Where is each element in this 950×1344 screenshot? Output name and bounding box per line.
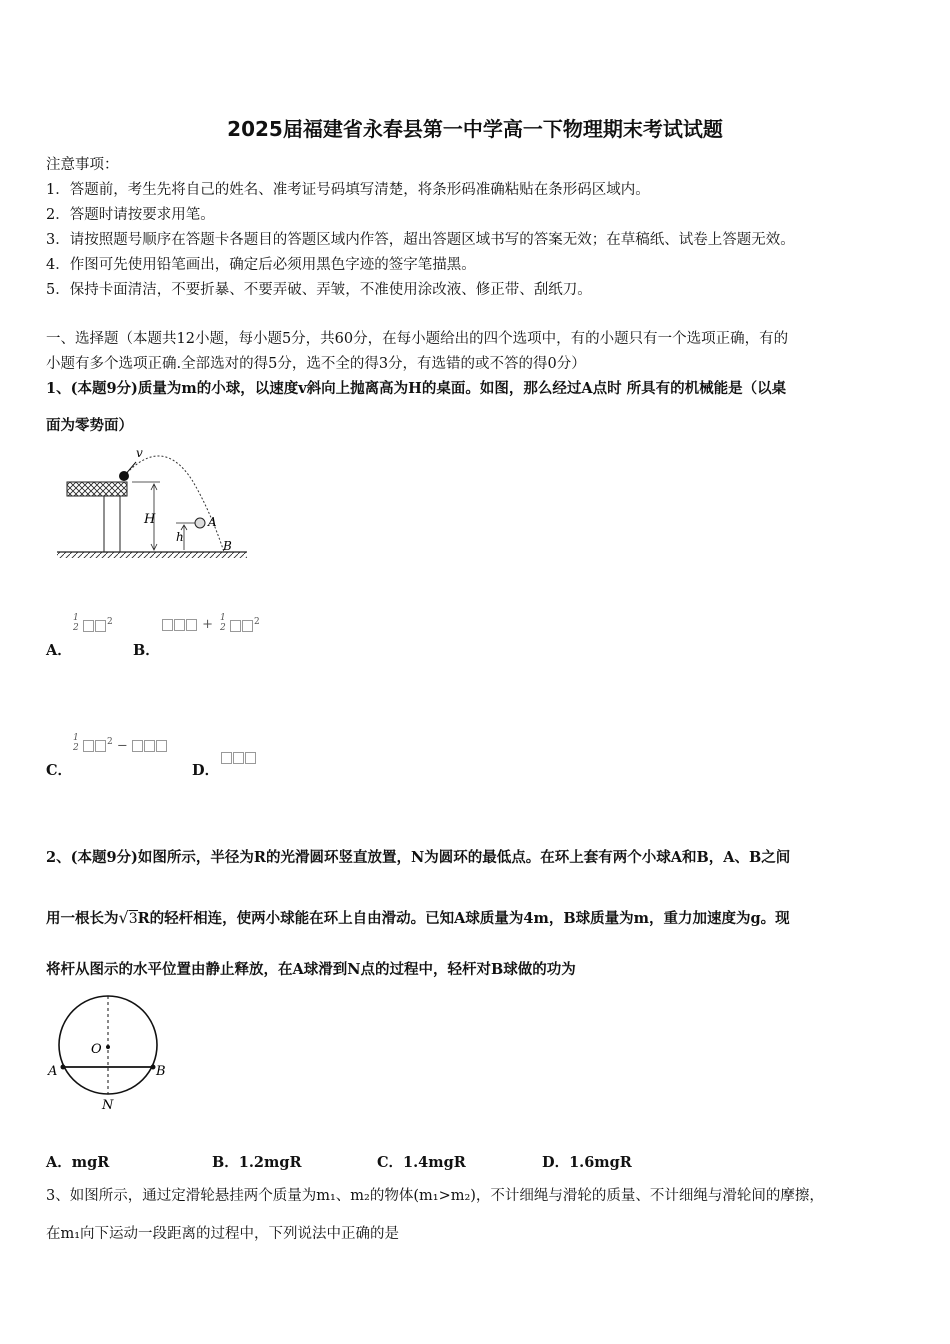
label-A: A xyxy=(208,515,217,529)
q2-option-c[interactable]: C．1.4mgR xyxy=(377,1154,466,1171)
label-H: H xyxy=(144,512,156,527)
label-A: A xyxy=(48,1064,58,1079)
q2-stem-line-3: 将杆从图示的水平位置由静止释放，在A球滑到N点的过程中，轻杆对B球做的功为 xyxy=(46,961,576,978)
section-instruction-line-1: 一、选择题（本题共12小题，每小题5分，共60分，在每小题给出的四个选项中，有的小题只有一个选项正确，有的 xyxy=(46,331,789,347)
label-h: h xyxy=(176,530,184,544)
q1-option-a[interactable]: A． xyxy=(46,642,72,659)
notice-item-4: 4．作图可先使用铅笔画出，确定后必须用黑色字迹的签字笔描黑。 xyxy=(46,257,476,273)
ball-A-icon xyxy=(61,1065,66,1070)
ball-B-icon xyxy=(151,1065,156,1070)
q1-option-c[interactable]: C． xyxy=(46,762,73,779)
section-instruction-line-2: 小题有多个选项正确.全部选对的得5分，选不全的得3分，有选错的或不答的得0分） xyxy=(46,356,586,372)
notice-item-1: 1．答题前，考生先将自己的姓名、准考证号码填写清楚，将条形码准确粘贴在条形码区域内。 xyxy=(46,182,650,198)
q1-stem-line-2: 面为零势面） xyxy=(46,417,133,434)
q3-stem-line-1: 3、如图所示，通过定滑轮悬挂两个质量为m₁、m₂的物体(m₁>m₂)，不计细绳与滑轮的质量、不计细绳与滑轮间的摩擦， xyxy=(46,1188,824,1204)
q1-option-d-formula xyxy=(221,750,257,765)
notice-item-3: 3．请按照题号顺序在答题卡各题目的答题区域内作答，超出答题区域书写的答案无效；在草稿纸、试卷上答题无效。 xyxy=(46,232,795,248)
q3-stem-line-2: 在m₁向下运动一段距离的过程中，下列说法中正确的是 xyxy=(46,1226,400,1242)
label-B: B xyxy=(156,1064,166,1079)
ball-A-icon xyxy=(195,518,205,528)
notice-item-2: 2．答题时请按要求用笔。 xyxy=(46,207,215,223)
q2-stem-line-1: 2、(本题9分)如图所示，半径为R的光滑圆环竖直放置，N为圆环的最低点。在环上套有两个小球A和B，A、B之间 xyxy=(46,849,791,866)
q1-option-d[interactable]: D． xyxy=(192,762,220,779)
q1-stem-line-1: 1、(本题9分)质量为m的小球，以速度v斜向上抛离高为H的桌面。如图，那么经过A点时 所具有的机械能是（以桌 xyxy=(46,380,787,397)
q2-option-d[interactable]: D．1.6mgR xyxy=(542,1154,632,1171)
q2-stem-line-2: 用一根长为√3R的轻杆相连，使两小球能在环上自由滑动。已知A球质量为4m，B球质量为m，重力加速度为g。现 xyxy=(46,908,790,927)
q1-option-b[interactable]: B． xyxy=(133,642,160,659)
label-B: B xyxy=(223,539,232,553)
q2-ring-figure xyxy=(45,995,180,1113)
q1-option-a-formula: 2 xyxy=(83,617,113,633)
label-O: O xyxy=(91,1042,102,1057)
q1-option-b-formula: + xyxy=(162,617,213,632)
q1-option-c-formula: $^2$ − xyxy=(83,737,168,753)
notice-heading: 注意事项： xyxy=(46,157,119,173)
page-title: 2025届福建省永春县第一中学高一下物理期末考试试题 xyxy=(227,117,723,141)
q2-option-b[interactable]: B．1.2mgR xyxy=(212,1154,302,1171)
q1-projectile-figure xyxy=(52,440,252,565)
label-N: N xyxy=(102,1098,114,1113)
label-v: v xyxy=(136,446,143,460)
q2-option-a[interactable]: A．mgR xyxy=(46,1154,110,1171)
notice-item-5: 5．保持卡面清洁，不要折暴、不要弄破、弄皱，不准使用涂改液、修正带、刮纸刀。 xyxy=(46,282,592,298)
